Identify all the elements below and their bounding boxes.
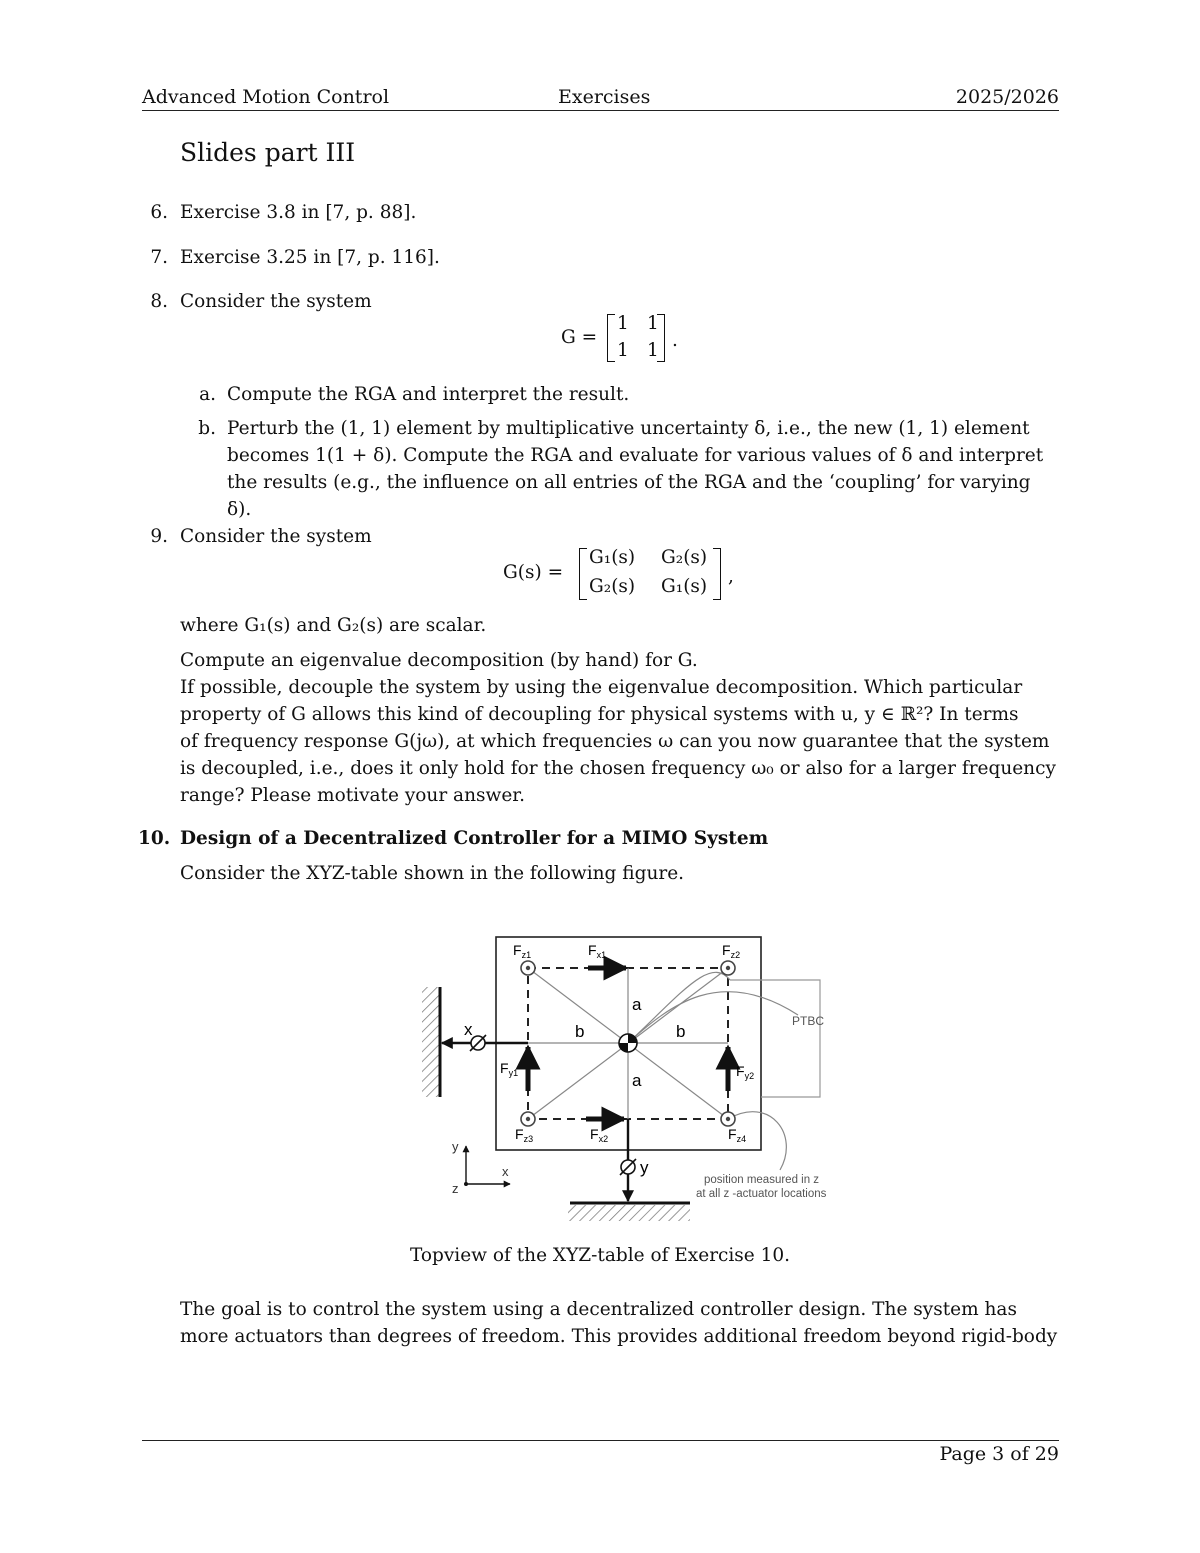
label-x-sensor: x	[464, 1020, 473, 1039]
label-a-bottom: a	[632, 1071, 642, 1090]
item-7-text: Exercise 3.25 in [7, p. 116].	[180, 247, 440, 268]
ground-hatch	[568, 1205, 690, 1221]
header-section: Exercises	[558, 86, 651, 108]
label-axis-y: y	[452, 1139, 459, 1154]
item-8b-label: b.	[198, 418, 216, 439]
item-8b-line-1: Perturb the (1, 1) element by multiplicative uncertainty δ, i.e., the new (1, 1) element	[227, 418, 1030, 439]
ptbc-frame	[730, 980, 820, 1097]
label-b-right: b	[676, 1022, 686, 1041]
item-10-p-line-2: more actuators than degrees of freedom. This provides additional freedom beyond rigid-body	[180, 1326, 1058, 1347]
item-9-matrix-r2c1: G₂(s)	[589, 576, 636, 597]
label-note-line-2: at all z -actuator locations	[696, 1188, 827, 1200]
label-fy1: $F_{y1}$	[500, 1060, 519, 1078]
item-8-intro: Consider the system	[180, 291, 372, 312]
label-axis-x: x	[502, 1164, 509, 1179]
label-fy2: $F_{y2}$	[736, 1063, 755, 1081]
item-9-p2-line-4: is decoupled, i.e., does it only hold for the chosen frequency ω₀ or also for a larger frequency	[180, 758, 1056, 779]
item-9-number: 9.	[150, 526, 168, 547]
item-8-matrix-r1c1: 1	[617, 313, 629, 334]
label-ptbc: PTBC	[792, 1014, 825, 1028]
label-fz1: $F_{z1}$	[513, 942, 532, 960]
item-8-matrix-r1c2: 1	[647, 313, 659, 334]
footer-page-number: Page 3 of 29	[939, 1443, 1059, 1465]
item-9-matrix-r1c2: G₂(s)	[661, 547, 708, 568]
label-b-left: b	[575, 1022, 585, 1041]
label-axis-z: z	[452, 1181, 459, 1196]
item-10-number: 10.	[138, 828, 171, 849]
ptbc-leader-1	[628, 992, 798, 1043]
figure-caption: Topview of the XYZ-table of Exercise 10.	[409, 1245, 791, 1266]
item-9-p2-line-1: If possible, decouple the system by using the eigenvalue decomposition. Which particular	[180, 677, 1023, 698]
item-8a-label: a.	[199, 384, 216, 405]
header-course-title: Advanced Motion Control	[142, 86, 390, 108]
item-7-number: 7.	[150, 247, 168, 268]
item-9-matrix-left-bracket	[579, 548, 587, 600]
label-y-sensor: y	[640, 1158, 649, 1177]
item-8-equation-end: .	[672, 330, 678, 351]
footer-rule	[142, 1440, 1059, 1441]
item-8b-text	[227, 415, 1059, 523]
label-fz3: $F_{z3}$	[515, 1126, 534, 1144]
header-rule	[142, 110, 1059, 111]
item-9-intro: Consider the system	[180, 526, 372, 547]
item-6-number: 6.	[150, 202, 168, 223]
item-9-paragraph-1: Compute an eigenvalue decomposition (by hand) for G.	[180, 650, 698, 671]
item-9-matrix-right-bracket	[713, 548, 721, 600]
item-8-number: 8.	[150, 291, 168, 312]
item-9-where: where G₁(s) and G₂(s) are scalar.	[180, 615, 487, 636]
label-fz4: $F_{z4}$	[728, 1126, 747, 1144]
item-9-equation-lhs: G(s) =	[503, 562, 564, 583]
center-of-mass-icon	[619, 1034, 637, 1052]
item-8-matrix-r2c1: 1	[617, 340, 629, 361]
header-year: 2025/2026	[955, 86, 1059, 108]
left-wall-hatch	[422, 987, 440, 1097]
item-8-matrix-r2c2: 1	[647, 340, 659, 361]
item-9-matrix-r1c1: G₁(s)	[589, 547, 636, 568]
item-9-p2-line-3: of frequency response G(jω), at which frequencies ω can you now guarantee that the system	[180, 731, 1050, 752]
item-8b-line-2: becomes 1(1 + δ). Compute the RGA and evaluate for various values of δ and interpret	[227, 445, 1044, 466]
label-fx2: $F_{x2}$	[590, 1126, 609, 1144]
item-9-p2-line-2: property of G allows this kind of decoupling for physical systems with u, y ∈ ℝ²? In terms	[180, 704, 1019, 725]
item-9-matrix-r2c2: G₁(s)	[661, 576, 708, 597]
item-6-text: Exercise 3.8 in [7, p. 88].	[180, 202, 417, 223]
item-10-paragraph	[180, 1296, 1059, 1350]
label-note-line-1: position measured in z	[704, 1174, 820, 1186]
item-9-equation-end: ,	[728, 566, 734, 587]
xyz-table-figure	[400, 905, 860, 1225]
item-8-matrix-right-bracket	[657, 314, 665, 362]
item-8a-text: Compute the RGA and interpret the result.	[227, 384, 630, 405]
item-9-p2-line-5: range? Please motivate your answer.	[180, 785, 525, 806]
item-10-intro: Consider the XYZ-table shown in the following figure.	[180, 863, 685, 884]
item-10-p-line-1: The goal is to control the system using a decentralized controller design. The system has	[180, 1299, 1017, 1320]
axis-z-dot	[464, 1182, 468, 1186]
section-title: Slides part III	[180, 138, 356, 167]
item-8-matrix-left-bracket	[607, 314, 615, 362]
label-fz2: $F_{z2}$	[722, 942, 741, 960]
item-9-paragraph-2	[180, 674, 1059, 809]
item-8-equation-lhs: G =	[561, 327, 598, 348]
label-a-top: a	[632, 995, 642, 1014]
item-10-title: Design of a Decentralized Controller for a MIMO System	[180, 828, 769, 849]
item-8b-line-3: the results (e.g., the influence on all entries of the RGA and the ‘coupling’ for varying δ).	[227, 472, 1031, 520]
label-fx1: $F_{x1}$	[588, 942, 607, 960]
